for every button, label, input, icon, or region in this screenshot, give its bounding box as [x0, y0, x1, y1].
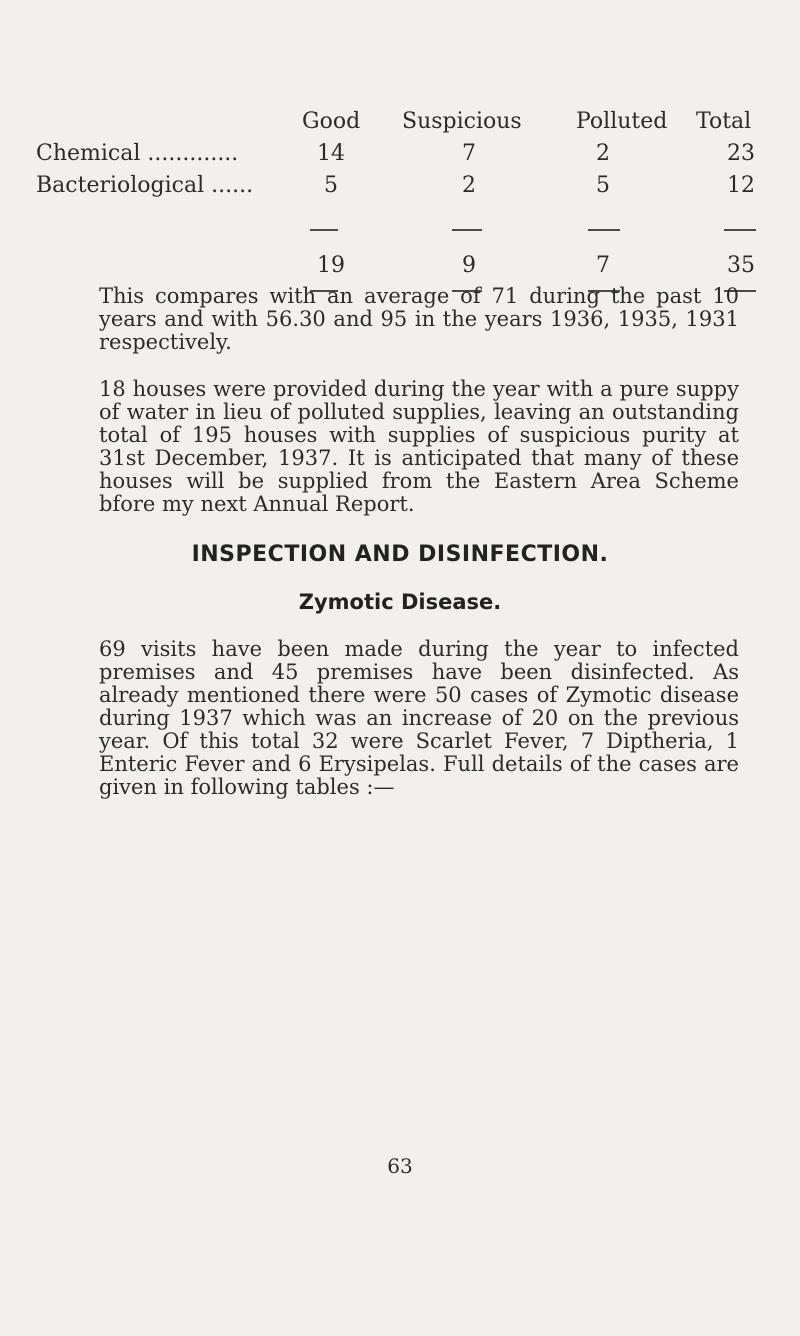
paragraph-3-text: 69 visits have been made during the year to infected premises and 45 premises have been disinfected. As already mentioned there were 50 cases of Zymotic disease during 1937 which was an increase of 20 on the previous year. Of this total 32 were Scarlet Fever, 7 Diptheria, 1 Enteric Fever and 6 Erysipelas. Full details of the cases are given in following tables :— — [99, 637, 739, 799]
table-cell: 2 — [596, 141, 610, 166]
sum-rule — [452, 229, 482, 231]
table-cell: 2 — [462, 173, 476, 198]
sum-rule — [724, 229, 756, 231]
table-cell: 23 — [727, 141, 755, 166]
water-samples-table — [36, 108, 768, 296]
total-cell: 19 — [317, 253, 345, 278]
table-cell: 5 — [324, 173, 338, 198]
total-cell: 35 — [727, 253, 755, 278]
column-header-total: Total — [696, 109, 752, 134]
paragraph-2-text: 18 houses were provided during the year with a pure suppy of water in lieu of polluted supplies, leaving an outstanding total of 195 houses with supplies of suspicious purity at 31st December, 1937. It is anticipated that many of these houses will be supplied from the Eastern Area Scheme bfore my next Annual Report. — [99, 377, 739, 516]
table-cell: 7 — [462, 141, 476, 166]
page-number: 63 — [387, 1154, 413, 1178]
row-label-bacteriological: Bacteriological ...... — [36, 173, 254, 198]
subsection-heading: Zymotic Disease. — [298, 590, 502, 614]
section-heading: INSPECTION AND DISINFECTION. — [191, 542, 609, 567]
table-cell: 14 — [317, 141, 345, 166]
paragraph-1-text: This compares with an average of 71 during the past 10 years and with 56.30 and 95 in the years 1936, 1935, 1931 respectively. — [99, 284, 739, 354]
sum-rule — [310, 229, 338, 231]
paragraph-2 — [99, 378, 739, 516]
column-header-suspicious: Suspicious — [402, 109, 522, 134]
row-label-chemical: Chemical ............. — [36, 141, 239, 166]
paragraph-3 — [99, 638, 739, 799]
total-cell: 9 — [462, 253, 476, 278]
table-cell: 5 — [596, 173, 610, 198]
sum-rule — [588, 229, 620, 231]
column-header-good: Good — [302, 109, 361, 134]
total-cell: 7 — [596, 253, 610, 278]
paragraph-1 — [99, 285, 739, 354]
column-header-polluted: Polluted — [576, 109, 668, 134]
table-cell: 12 — [727, 173, 755, 198]
